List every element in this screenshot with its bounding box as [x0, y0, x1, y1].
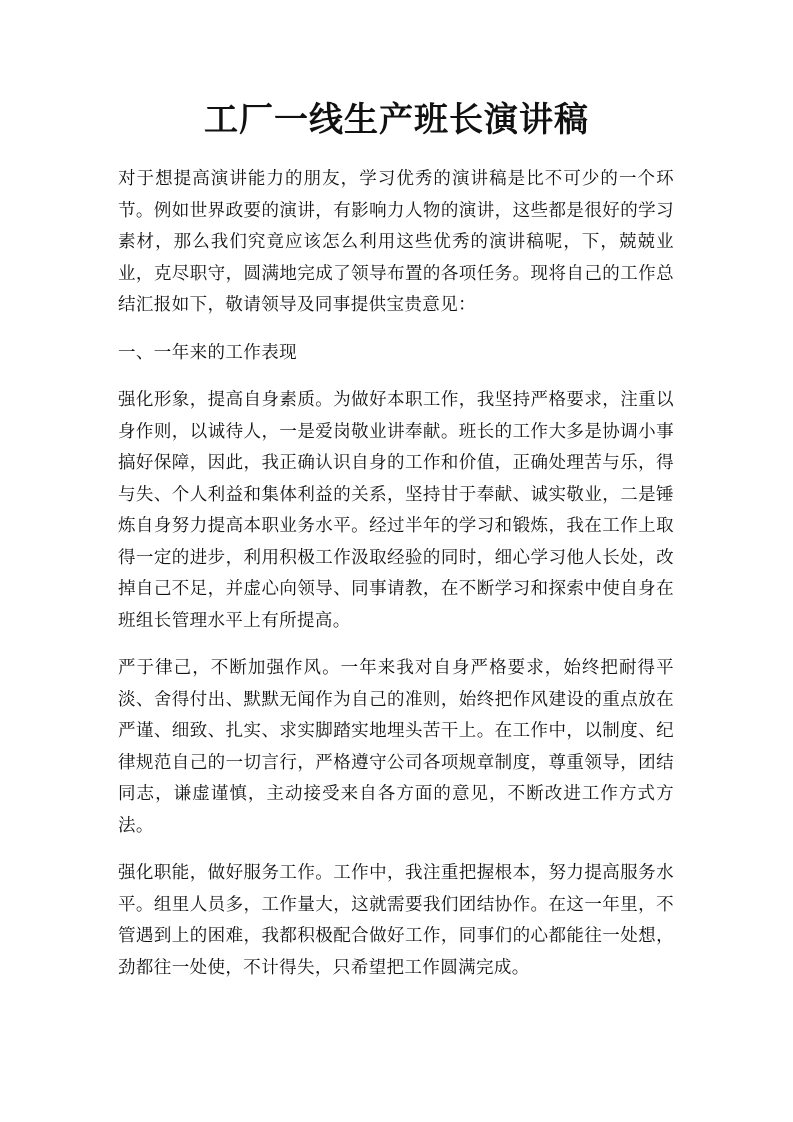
document-title: 工厂一线生产班长演讲稿 — [204, 100, 589, 140]
section-heading: 一、一年来的工作表现 — [118, 342, 297, 363]
paragraph-discipline: 严于律己，不断加强作风。一年来我对自身严格要求，始终把耐得平淡、舍得付出、默默无闻作为自己的准则，始终把作风建设的重点放在严谨、细致、扎实、求实脚踏实地埋头苦干上。在工作中，以制度、纪律规范自己的一切言行，严格遵守公司各项规章制度，尊重领导，团结同志，谦虚谨慎，主动接受来自各方面的意见，不断改进工作方式方法。 — [118, 658, 674, 836]
document-body — [118, 164, 674, 984]
paragraph-service: 强化职能，做好服务工作。工作中，我注重把握根本，努力提高服务水平。组里人员多，工作量大，这就需要我们团结协作。在这一年里，不管遇到上的困难，我都积极配合做好工作，同事们的心都能往一处想，劲都往一处使，不计得失，只希望把工作圆满完成。 — [118, 863, 674, 978]
paragraph-intro: 对于想提高演讲能力的朋友，学习优秀的演讲稿是比不可少的一个环节。例如世界政要的演讲，有影响力人物的演讲，这些都是很好的学习素材，那么我们究竟应该怎么利用这些优秀的演讲稿呢，下，兢兢业业，克尽职守，圆满地完成了领导布置的各项任务。现将自己的工作总结汇报如下，敬请领导及同事提供宝贵意见： — [118, 169, 674, 315]
paragraph-image: 强化形象，提高自身素质。为做好本职工作，我坚持严格要求，注重以身作则，以诚待人，一是爱岗敬业讲奉献。班长的工作大多是协调小事搞好保障，因此，我正确认识自身的工作和价值，正确处理苦与乐，得与失、个人利益和集体利益的关系，坚持甘于奉献、诚实敬业，二是锤炼自身努力提高本职业务水平。经过半年的学习和锻炼，我在工作上取得一定的进步，利用积极工作汲取经验的同时，细心学习他人长处，改掉自己不足，并虚心向领导、同事请教，在不断学习和探索中使自身在班组长管理水平上有所提高。 — [118, 390, 674, 631]
